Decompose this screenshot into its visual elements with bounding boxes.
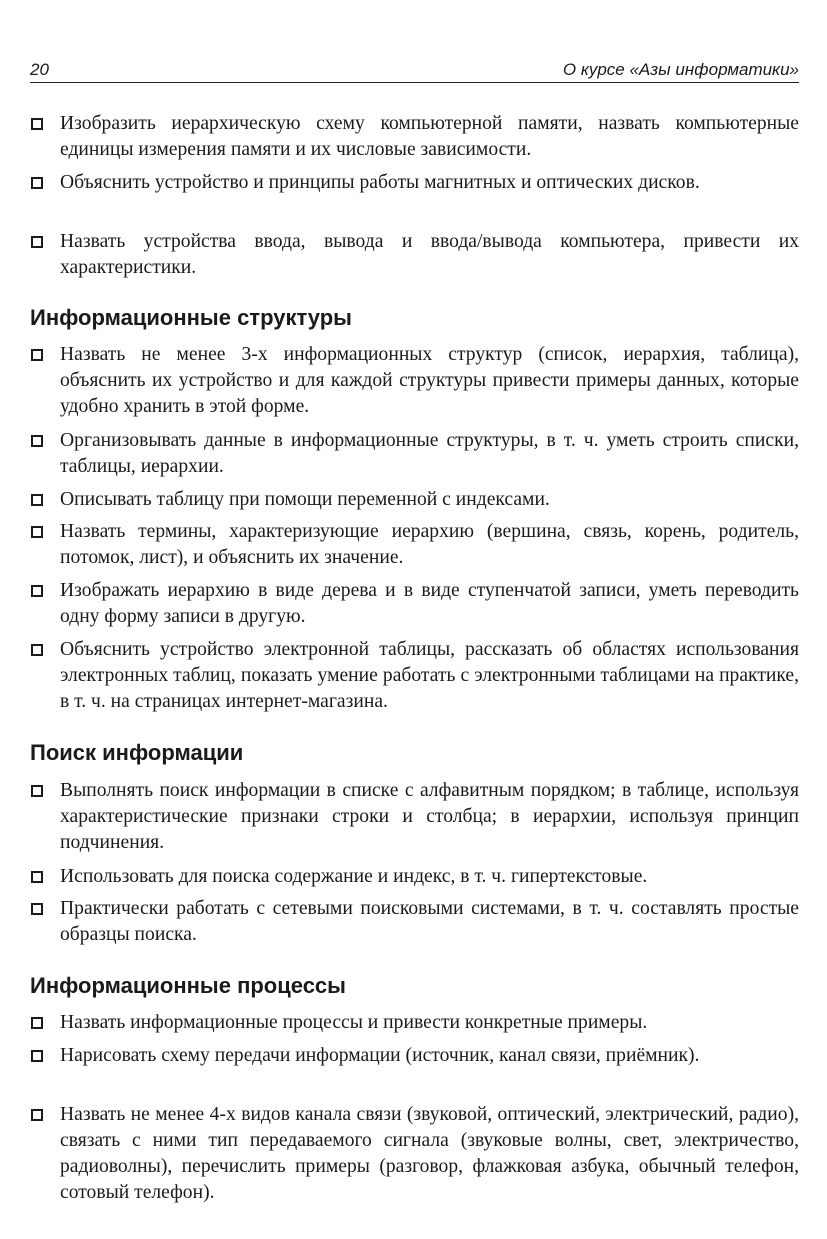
checkbox-bullet-icon [31,526,43,538]
list-item: Использовать для поиска содержание и индекс, в т. ч. гипертекстовые. [28,864,799,890]
running-title: О курсе «Азы информатики» [562,60,799,79]
list-item: Нарисовать схему передачи информации (источник, канал связи, приёмник). [28,1043,799,1069]
checkbox-bullet-icon [31,236,43,248]
section-heading: Поиск информации [30,740,244,765]
checkbox-bullet-icon [31,349,43,361]
list-item: Описывать таблицу при помощи переменной с индексами. [28,487,799,513]
section-heading: Информационные структуры [30,305,352,330]
checkbox-bullet-icon [31,871,43,883]
list-item: Назвать не менее 4-х видов канала связи (звуковой, оптический, электрический, радио), связать с ними тип передаваемого сигнала (звуковые волны, свет, электричество, радиоволны), перечислить примеры (разговор, флажковая азбука, обычный телефон, сотовый телефон). [28,1102,799,1206]
checkbox-bullet-icon [31,435,43,447]
checkbox-bullet-icon [31,118,43,130]
section-heading: Информационные процессы [30,973,346,998]
list-item: Назвать устройства ввода, вывода и ввода/вывода компьютера, привести их характеристики. [28,229,799,281]
checkbox-bullet-icon [31,1050,43,1062]
page-header [30,58,799,83]
checkbox-bullet-icon [31,785,43,797]
checkbox-bullet-icon [31,177,43,189]
checkbox-bullet-icon [31,644,43,656]
checkbox-bullet-icon [31,494,43,506]
checkbox-bullet-icon [31,903,43,915]
list-item: Организовывать данные в информационные структуры, в т. ч. уметь строить списки, таблицы, иерархии. [28,428,799,480]
list-item: Назвать не менее 3-х информационных структур (список, иерархия, таблица), объяснить их устройство и для каждой структуры привести примеры данных, которые удобно хранить в этой форме. [28,342,799,420]
list-item: Изображать иерархию в виде дерева и в виде ступенчатой записи, уметь переводить одну форму записи в другую. [28,578,799,630]
list-item: Изобразить иерархическую схему компьютерной памяти, назвать компьютерные единицы измерения памяти и их числовые зависимости. [28,111,799,163]
list-item: Выполнять поиск информации в списке с алфавитным порядком; в таблице, используя характеристические признаки строки и столбца; в иерархии, используя принцип подчинения. [28,778,799,856]
list-item: Назвать информационные процессы и привести конкретные примеры. [28,1010,799,1036]
checkbox-bullet-icon [31,1017,43,1029]
checkbox-bullet-icon [31,585,43,597]
list-item: Практически работать с сетевыми поисковыми системами, в т. ч. составлять простые образцы поиска. [28,896,799,948]
list-item: Объяснить устройство и принципы работы магнитных и оптических дисков. [28,170,799,196]
checkbox-bullet-icon [31,1109,43,1121]
page-number: 20 [30,60,49,79]
list-item: Объяснить устройство электронной таблицы, рассказать об областях использования электронных таблиц, показать умение работать с электронными таблицами на практике, в т. ч. на страницах интернет-магазина. [28,637,799,715]
list-item: Назвать термины, характеризующие иерархию (вершина, связь, корень, родитель, потомок, лист), и объяснить их значение. [28,519,799,571]
